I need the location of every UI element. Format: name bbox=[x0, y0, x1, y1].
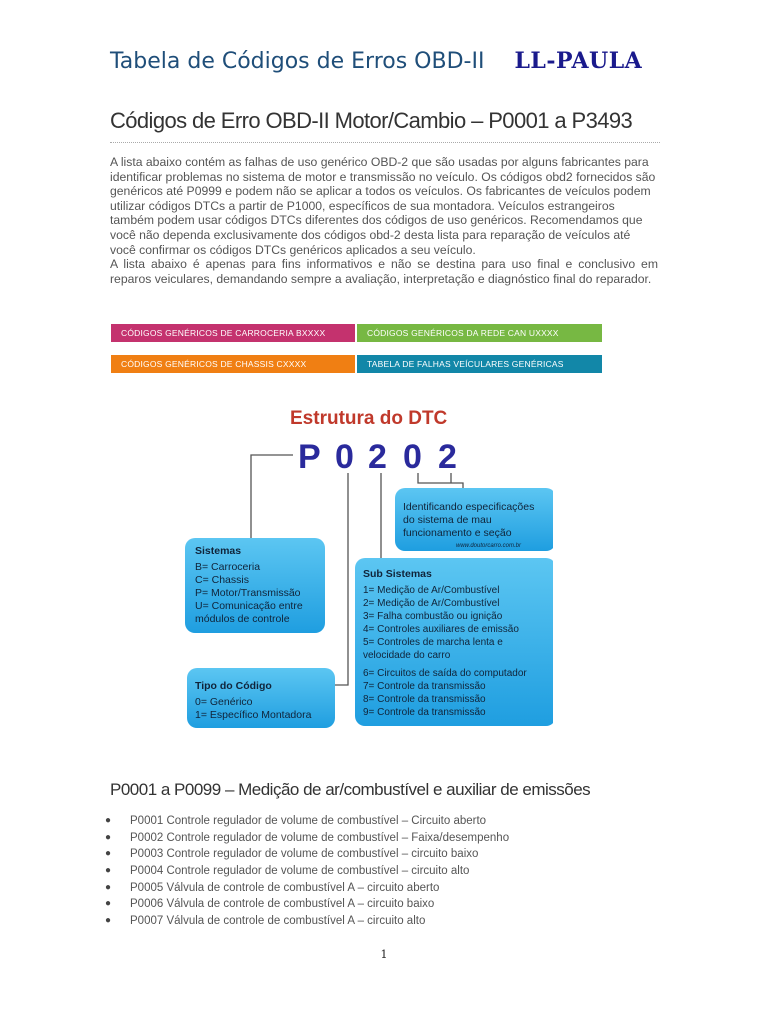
code-char-fault-1: 0 bbox=[403, 438, 422, 476]
diagram-title: Estrutura do DTC bbox=[290, 408, 448, 429]
code-entry: P0002 Controle regulador de volume de combustível – Faixa/desempenho bbox=[130, 831, 510, 844]
list-item bbox=[105, 880, 509, 897]
section-title: Códigos de Erro OBD-II Motor/Cambio – P0001 a P3493 bbox=[110, 108, 633, 133]
sub-sistemas-line: 9= Controle da transmissão bbox=[363, 707, 486, 718]
sistemas-line: C= Chassis bbox=[195, 574, 249, 586]
bullet-icon: ● bbox=[105, 848, 112, 860]
page-number: 1 bbox=[380, 948, 388, 961]
sistemas-line: módulos de controle bbox=[195, 613, 290, 625]
identify-line: do sistema de mau bbox=[403, 514, 492, 526]
sub-sistemas-line: 7= Controle da transmissão bbox=[363, 681, 486, 692]
identify-line: funcionamento e seção bbox=[403, 527, 512, 539]
sub-sistemas-line: 4= Controles auxiliares de emissão bbox=[363, 624, 519, 635]
intro-text bbox=[110, 155, 658, 286]
code-char-fault-2: 2 bbox=[438, 438, 457, 476]
tipo-codigo-line: 0= Genérico bbox=[195, 696, 253, 708]
list-item bbox=[105, 863, 509, 880]
intro-paragraph-1: A lista abaixo contém as falhas de uso genérico OBD-2 que são usadas por alguns fabricantes para identificar problemas no sistema de motor e transmissão no veículo. Os códigos obd2 fornecidos são genéricos até P0999 e podem não se aplicar a todos os veículos. Os fabricantes de veículos podem utilizar códigos DTCs a partir de P1000, específicos de sua montadora. Veículos estrangeiros também podem usar códigos DTCs diferentes dos códigos de uso genéricos. Recomendamos que você não dependa exclusivamente dos códigos obd-2 desta lista para reparação de veículos até você confirmar os códigos DTCs genéricos aplicados a seu veículo. bbox=[110, 155, 656, 257]
code-entry: P0007 Válvula de controle de combustível A – circuito alto bbox=[130, 915, 426, 928]
dtc-structure-diagram bbox=[173, 395, 553, 740]
section-divider bbox=[110, 142, 660, 143]
tipo-codigo-title: Tipo do Código bbox=[195, 680, 272, 692]
code-char-subsystem: 2 bbox=[368, 438, 387, 476]
subsection-title: P0001 a P0099 – Medição de ar/combustível e auxiliar de emissões bbox=[110, 780, 591, 799]
sub-sistemas-line: 3= Falha combustão ou ignição bbox=[363, 611, 503, 622]
document-title bbox=[110, 48, 642, 74]
list-item bbox=[105, 813, 509, 830]
sistemas-line: U= Comunicação entre bbox=[195, 600, 303, 612]
author-name: LL-PAULA bbox=[514, 48, 643, 74]
code-list bbox=[105, 813, 510, 930]
sub-sistemas-title: Sub Sistemas bbox=[363, 568, 432, 580]
list-item bbox=[105, 896, 509, 913]
list-item bbox=[105, 830, 510, 847]
category-link-chassis[interactable]: CÓDIGOS GENÉRICOS DE CHASSIS CXXXX bbox=[111, 355, 355, 373]
code-entry: P0003 Controle regulador de volume de combustível – circuito baixo bbox=[130, 848, 479, 861]
intro-paragraph-2: A lista abaixo é apenas para fins informativos e não se destina para uso final e conclusivo em reparos veiculares, demandando sempre a avaliação, interpretação e diagnóstico final do reparador. bbox=[110, 257, 658, 286]
category-link-falhas-veiculares[interactable]: TABELA DE FALHAS VEÍCULARES GENÉRICAS bbox=[357, 355, 602, 373]
document-title-text: Tabela de Códigos de Erros OBD-II bbox=[110, 49, 485, 74]
sub-sistemas-line: 2= Medição de Ar/Combustível bbox=[363, 598, 500, 609]
code-entry: P0004 Controle regulador de volume de combustível – circuito alto bbox=[130, 865, 470, 878]
sub-sistemas-line: 6= Circuitos de saída do computador bbox=[363, 668, 527, 679]
sub-sistemas-line: 8= Controle da transmissão bbox=[363, 694, 486, 705]
list-item bbox=[105, 913, 509, 930]
code-entry: P0006 Válvula de controle de combustível A – circuito baixo bbox=[130, 898, 435, 911]
bullet-icon: ● bbox=[105, 831, 112, 843]
sub-sistemas-line: 1= Medição de Ar/Combustível bbox=[363, 585, 500, 596]
code-char-type: 0 bbox=[335, 438, 354, 476]
sub-sistemas-line: velocidade do carro bbox=[363, 650, 451, 661]
code-entry: P0005 Válvula de controle de combustível A – circuito aberto bbox=[130, 881, 440, 894]
bullet-icon: ● bbox=[105, 815, 112, 826]
sub-sistemas-line: 5= Controles de marcha lenta e bbox=[363, 637, 503, 648]
sistemas-line: P= Motor/Transmissão bbox=[195, 587, 301, 599]
category-link-carroceria[interactable]: CÓDIGOS GENÉRICOS DE CARROCERIA BXXXX bbox=[111, 324, 355, 342]
bullet-icon: ● bbox=[105, 865, 112, 877]
bullet-icon: ● bbox=[105, 881, 112, 893]
tipo-codigo-line: 1= Específico Montadora bbox=[195, 709, 312, 721]
list-item bbox=[105, 846, 509, 863]
sistemas-line: B= Carroceria bbox=[195, 561, 261, 573]
bullet-icon: ● bbox=[105, 915, 112, 927]
category-link-rede-can[interactable]: CÓDIGOS GENÉRICOS DA REDE CAN UXXXX bbox=[357, 324, 602, 342]
code-entry: P0001 Controle regulador de volume de combustível – Circuito aberto bbox=[130, 815, 487, 827]
bullet-icon: ● bbox=[105, 898, 112, 910]
sistemas-title: Sistemas bbox=[195, 545, 242, 557]
identify-line: Identificando especificações bbox=[403, 501, 535, 513]
website-watermark: www.doutorcarro.com.br bbox=[456, 543, 522, 549]
code-char-system: P bbox=[298, 438, 321, 476]
